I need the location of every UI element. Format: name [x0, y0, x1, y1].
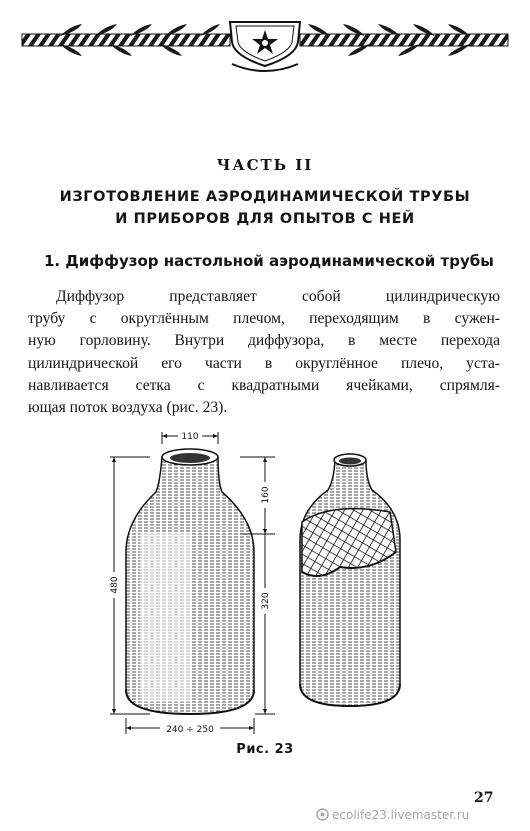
bottle-left [126, 449, 254, 714]
dim-base-width: 240 ÷ 250 [166, 725, 214, 735]
paragraph-line: ную горловину. Внутри диффузора, в месте перехода [28, 332, 500, 350]
chapter-title-line: И ПРИБОРОВ ДЛЯ ОПЫТОВ С НЕЙ [115, 211, 415, 227]
bottle-right-cutaway [300, 454, 400, 706]
section-title: 1. Диффузор настольной аэродинамической трубы [44, 252, 494, 270]
part-title: ЧАСТЬ II [216, 156, 314, 174]
watermark-logo-icon [316, 808, 329, 821]
figure-caption: Рис. 23 [236, 742, 294, 757]
page-number: 27 [474, 790, 494, 806]
dim-neck-width: 110 [181, 432, 199, 442]
chapter-title [0, 186, 530, 230]
paragraph-line: навливается сетка с квадратными ячейками, спрямля- [28, 376, 500, 394]
paragraph-line: ющая поток воздуха (рис. 23). [28, 399, 228, 417]
paragraph-line: трубу с округлённым плечом, переходящим в сужен- [28, 310, 500, 328]
dim-top-height: 160 [261, 486, 271, 504]
chapter-title-line: ИЗГОТОВЛЕНИЕ АЭРОДИНАМИЧЕСКОЙ ТРУБЫ [59, 189, 471, 205]
watermark-text: ecolife23.livemaster.ru [332, 808, 470, 822]
paragraph-line: Диффузор представляет собой цилиндрическую [56, 288, 500, 305]
dim-total-height: 480 [110, 576, 120, 594]
body-paragraph [28, 286, 500, 419]
dim-body-height: 320 [261, 592, 271, 610]
header-ornament [0, 0, 530, 80]
paragraph-line: цилиндрической его части в округлённое плечо, уста- [28, 354, 500, 372]
diffuser-figure [90, 422, 430, 742]
watermark [316, 808, 469, 822]
